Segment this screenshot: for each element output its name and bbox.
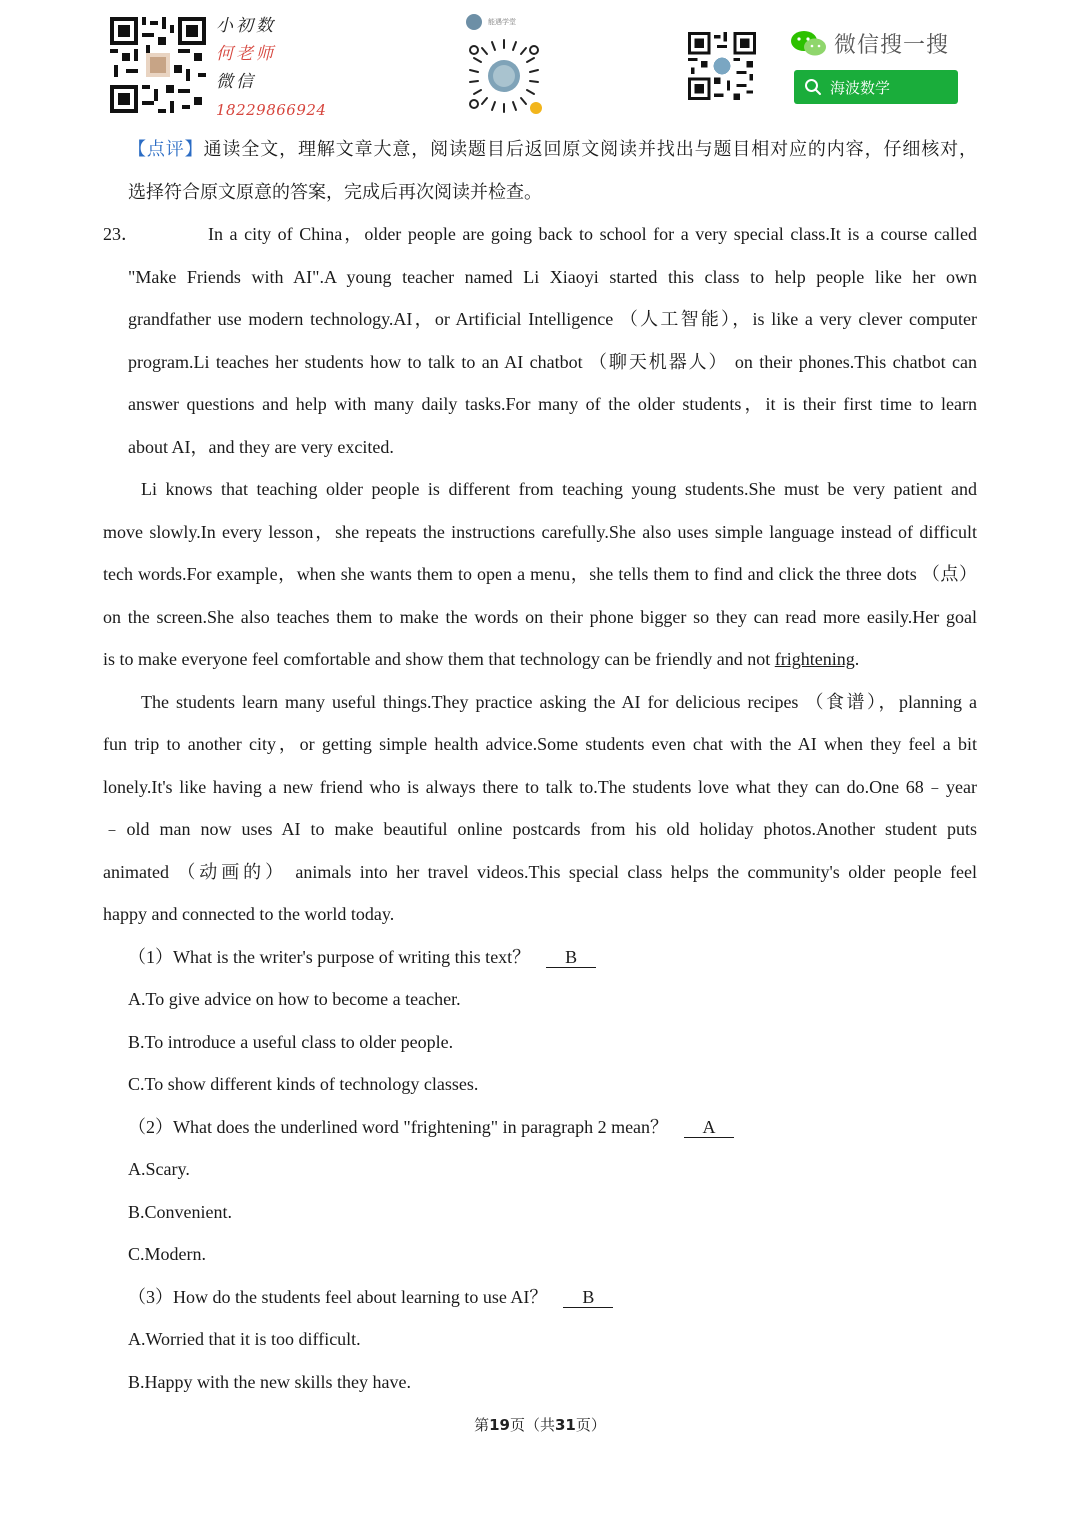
sub-question-2-option-b: B.Convenient.: [128, 1201, 232, 1222]
teacher-contact-card: [216, 12, 336, 124]
sub-question-2-answer: A: [684, 1117, 734, 1138]
passage-p1-line-1: In a city of China，older people are going back to school for a very special class.It is a course called: [208, 224, 977, 244]
passage-p3-line-1: The students learn many useful things.They practice asking the AI for delicious recipes （食谱），planning a: [141, 691, 977, 712]
review-line-2: 选择符合原文原意的答案，完成后再次阅读并检查。: [128, 181, 542, 202]
passage-p1-line-4: program.Li teaches her students how to talk to an AI chatbot （聊天机器人） on their phones.This chatbot can: [128, 351, 977, 372]
sub-question-3-answer: B: [563, 1287, 613, 1308]
applet-avatar: [466, 14, 482, 30]
sub-question-1-option-a: A.To give advice on how to become a teacher.: [128, 989, 461, 1009]
passage-p1-line-5: answer questions and help with many daily tasks.For many of the older students，it is their first time to learn: [128, 394, 977, 414]
page-header: [0, 0, 1080, 125]
sub-question-3-option-b: B.Happy with the new skills they have.: [128, 1371, 411, 1392]
passage-p3-line-6: happy and connected to the world today.: [103, 904, 395, 924]
footer-total-pages: 31: [555, 1416, 576, 1434]
wechat-search-title: 微信搜一搜: [834, 33, 950, 58]
sub-question-2: [103, 1106, 977, 1149]
footer-suffix: 页）: [575, 1418, 606, 1434]
passage-p2-line-5-text: is to make everyone feel comfortable and show them that technology can be friendly and not: [103, 649, 775, 669]
review-text-1: 通读全文，理解文章大意，阅读题目后返回原文阅读并找出与题目相对应的内容，仔细核对，: [203, 139, 977, 159]
question-number: 23．: [103, 224, 139, 244]
page-footer: [0, 1414, 1080, 1435]
wechat-search-widget: [790, 28, 962, 106]
passage-p3-line-2: fun trip to another city，or getting simple health advice.Some students even chat with the AI when they feel a bit: [103, 734, 977, 754]
teacher-card-wechat: 微信: [216, 72, 256, 92]
sub-question-1-stem: （1）What is the writer's purpose of writing this text？: [128, 946, 531, 967]
mini-program-code: [462, 12, 546, 120]
footer-page-number: 19: [489, 1416, 510, 1434]
sub-question-2-option-a: A.Scary.: [128, 1159, 190, 1179]
passage-p3-line-5: animated （动画的） animals into her travel videos.This special class helps the community's older people feel: [103, 861, 977, 882]
applet-name: 能遇学堂: [488, 18, 516, 26]
review-line-1: [103, 128, 977, 171]
passage-p2-line-2: move slowly.In every lesson，she repeats the instructions carefully.She also uses simple language instead of difficult: [103, 521, 977, 542]
footer-middle: 页（共: [509, 1418, 555, 1434]
sub-question-1-option-b: B.To introduce a useful class to older people.: [128, 1031, 454, 1052]
sub-question-2-option-c: C.Modern.: [128, 1244, 206, 1264]
passage-p2-line-1: Li knows that teaching older people is different from teaching young students.She must be very patient and: [141, 479, 977, 499]
teacher-qr-code-icon: [110, 16, 206, 114]
underlined-word: frightening: [774, 649, 855, 669]
footer-prefix: 第: [474, 1418, 490, 1434]
search-icon: [804, 78, 822, 96]
teacher-card-name: 何老师: [216, 44, 276, 64]
question-23-first-line: [103, 213, 977, 256]
passage-p2-line-5: [103, 638, 977, 681]
teacher-card-line1: 小初数: [216, 16, 276, 36]
passage-p1-line-6: about AI，and they are very excited.: [128, 436, 394, 457]
sub-question-3-stem: （3）How do the students feel about learning to use AI？: [128, 1286, 548, 1307]
sub-question-3-option-a: A.Worried that it is too difficult.: [128, 1329, 361, 1349]
wechat-qr-code-icon: [688, 32, 756, 100]
wechat-search-button[interactable]: [794, 70, 958, 104]
document-body: [103, 128, 977, 1403]
passage-p1-line-3: grandfather use modern technology.AI，or Artificial Intelligence （人工智能），is like a very clever computer: [128, 309, 977, 329]
passage-p2-line-3: tech words.For example，when she wants them to open a menu，she tells them to find and click the three dots （点）: [103, 564, 977, 584]
wechat-search-button-label: 海波数学: [830, 78, 891, 97]
sub-question-3: [103, 1276, 977, 1319]
sub-question-2-stem: （2）What does the underlined word "frightening" in paragraph 2 mean？: [128, 1116, 669, 1137]
teacher-card-phone: 18229866924: [216, 101, 327, 119]
passage-p2-line-4: on the screen.She also teaches them to make the words on their phone bigger so they can read more easily.Her goal: [103, 606, 977, 627]
passage-p2-line-5-end: .: [854, 649, 860, 669]
sub-question-1-option-c: C.To show different kinds of technology classes.: [128, 1074, 479, 1094]
mini-program-code-icon: [464, 36, 544, 118]
passage-p3-line-4: ﹣old man now uses AI to make beautiful online postcards from his old holiday photos.Another student puts: [103, 819, 977, 839]
passage-p3-line-3: lonely.It's like having a new friend who is always there to talk to.The students love what they can do.One 68﹣year: [103, 776, 977, 797]
wechat-logo-icon: [790, 29, 828, 59]
sub-question-1: [103, 936, 977, 979]
passage-p1-line-2: "Make Friends with AI".A young teacher named Li Xiaoyi started this class to help people like her own: [128, 266, 977, 287]
sub-question-1-answer: B: [546, 947, 596, 968]
review-tag: 【点评】: [128, 139, 204, 159]
